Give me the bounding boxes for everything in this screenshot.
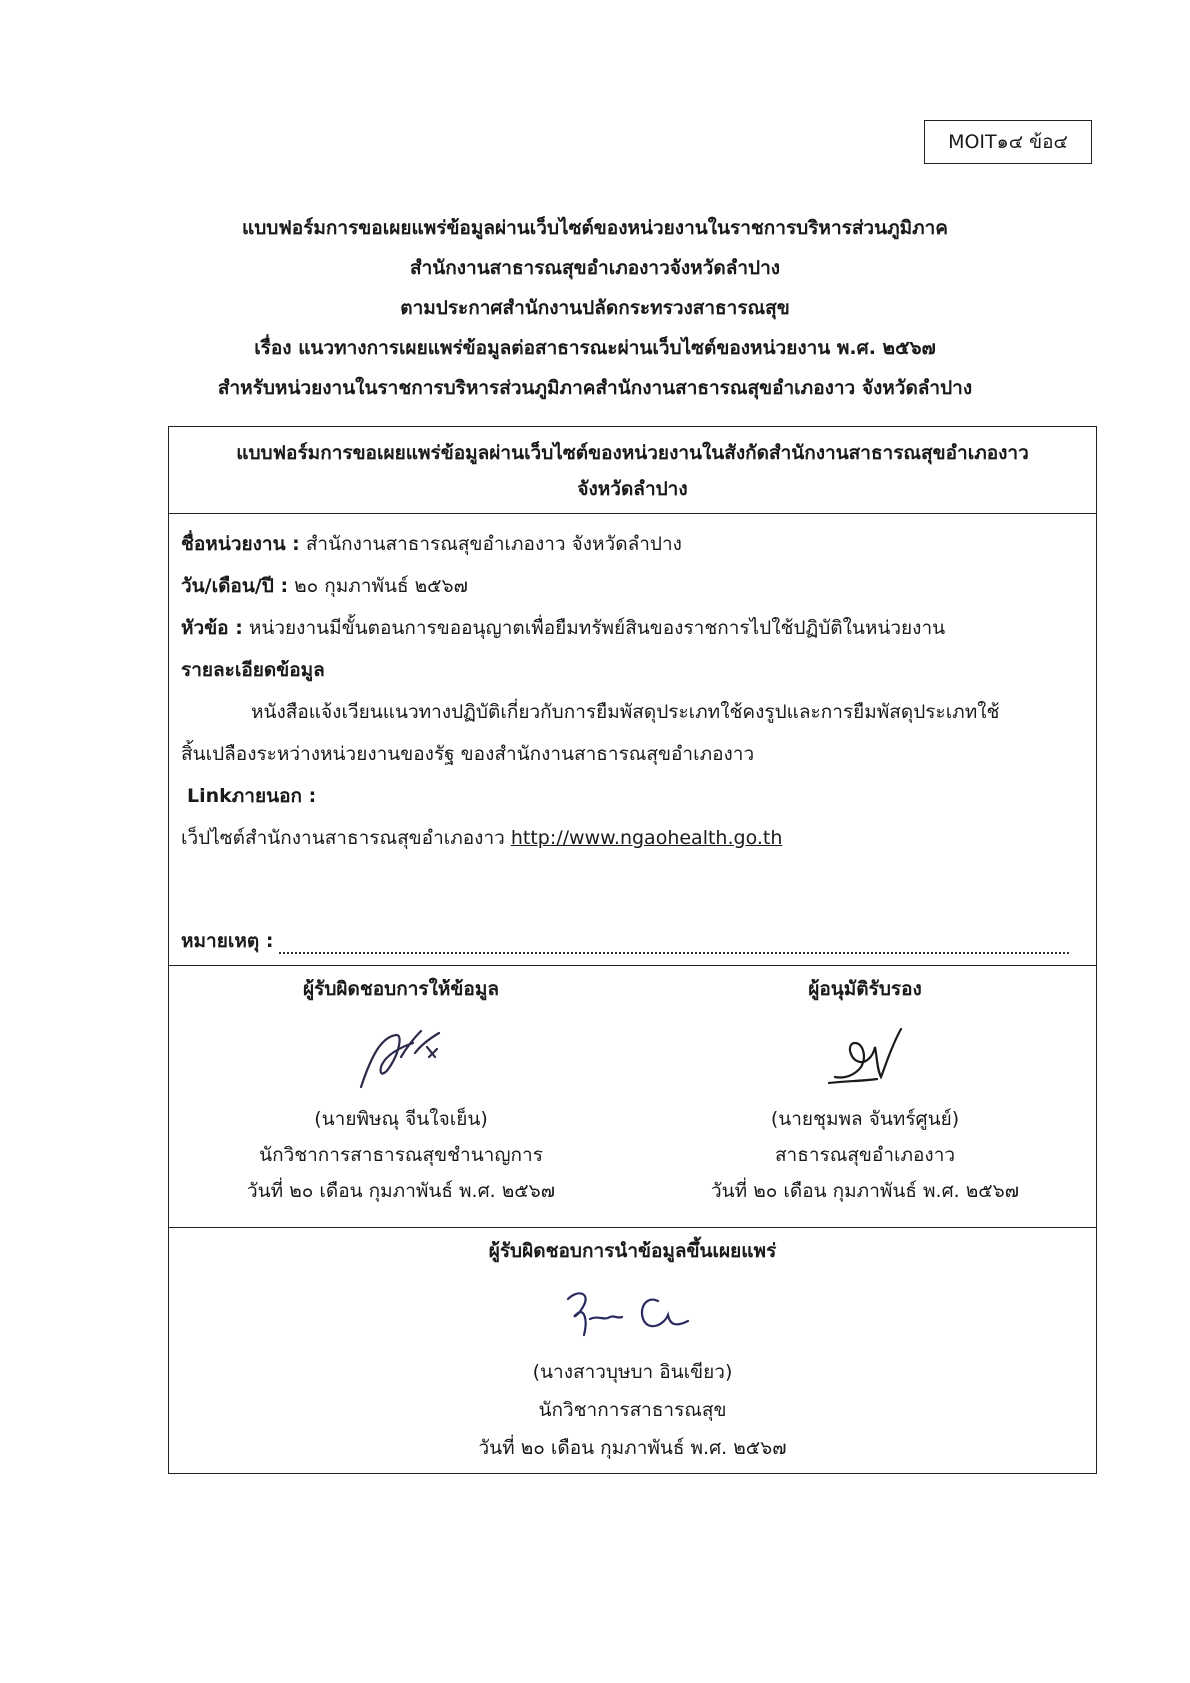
approver-signature-block (633, 965, 1097, 1209)
form-title-section (169, 427, 1096, 514)
agency-row (181, 523, 1084, 565)
publication-form (168, 426, 1097, 1474)
provider-signature-block (169, 965, 633, 1209)
publisher-signature-block (169, 1231, 1096, 1467)
approver-date: วันที่ ๒๐ เดือน กุมภาพันธ์ พ.ศ. ๒๕๖๗ (711, 1180, 1019, 1202)
note-dotted-line (279, 930, 1069, 954)
approver-signature-icon (805, 1017, 925, 1097)
heading-line-3: ตามประกาศสำนักงานปลัดกระทรวงสาธารณสุข (400, 297, 790, 319)
form-title-line-1: แบบฟอร์มการขอเผยแพร่ข้อมูลผ่านเว็บไซต์ของหน่วยงานในสังกัดสำนักงานสาธารณสุขอำเภองาว (236, 442, 1029, 464)
provider-title: ผู้รับผิดชอบการให้ข้อมูล (303, 978, 499, 1000)
website-link[interactable]: http://www.ngaohealth.go.th (510, 827, 783, 849)
website-text: เว็ปไซต์สำนักงานสาธารณสุขอำเภองาว (181, 827, 511, 849)
form-code-box (924, 120, 1092, 164)
provider-name: (นายพิษณุ จีนใจเย็น) (314, 1108, 488, 1130)
document-heading (150, 208, 1040, 408)
details-line-1: หนังสือแจ้งเวียนแนวทางปฏิบัติเกี่ยวกับการยืมพัสดุประเภทใช้คงรูปและการยืมพัสดุประเภทใช้ (251, 701, 1000, 723)
approver-position: สาธารณสุขอำเภองาว (774, 1144, 956, 1166)
date-row (181, 565, 1084, 607)
note-label: หมายเหตุ : (181, 930, 274, 952)
publisher-signature-icon (548, 1279, 718, 1349)
form-title-line-2: จังหวัดลำปาง (577, 478, 688, 500)
agency-value: สำนักงานสาธารณสุขอำเภองาว จังหวัดลำปาง (299, 533, 682, 555)
publisher-date: วันที่ ๒๐ เดือน กุมภาพันธ์ พ.ศ. ๒๕๖๗ (478, 1437, 787, 1459)
heading-line-2: สำนักงานสาธารณสุขอำเภองาวจังหวัดลำปาง (409, 257, 781, 279)
provider-position: นักวิชาการสาธารณสุขชำนาญการ (259, 1144, 543, 1166)
approver-name: (นายชุมพล จันทร์ศูนย์) (770, 1108, 960, 1130)
approver-title: ผู้อนุมัติรับรอง (808, 978, 922, 1000)
publisher-position: นักวิชาการสาธารณสุข (538, 1399, 727, 1421)
heading-line-1: แบบฟอร์มการขอเผยแพร่ข้อมูลผ่านเว็บไซต์ของหน่วยงานในราชการบริหารส่วนภูมิภาค (241, 217, 949, 239)
topic-label: หัวข้อ : (181, 617, 243, 639)
provider-signature-icon (341, 1017, 461, 1097)
form-code: MOIT๑๔ ข้อ๔ (948, 131, 1068, 153)
website-row (181, 817, 1084, 859)
date-label: วัน/เดือน/ปี : (181, 575, 289, 597)
heading-line-4: เรื่อง แนวทางการเผยแพร่ข้อมูลต่อสาธารณะผ่านเว็บไซต์ของหน่วยงาน พ.ศ. ๒๕๖๗ (254, 337, 936, 359)
agency-label: ชื่อหน่วยงาน : (181, 533, 300, 555)
provider-date: วันที่ ๒๐ เดือน กุมภาพันธ์ พ.ศ. ๒๕๖๗ (247, 1180, 555, 1202)
topic-value: หน่วยงานมีขั้นตอนการขออนุญาตเพื่อยืมทรัพย์สินของราชการไปใช้ปฏิบัติในหน่วยงาน (242, 617, 946, 639)
publisher-name: (นางสาวบุษบา อินเขียว) (532, 1361, 733, 1383)
details-label: รายละเอียดข้อมูล (181, 659, 325, 681)
publisher-title: ผู้รับผิดชอบการนำข้อมูลขึ้นเผยแพร่ (488, 1240, 777, 1262)
publisher-section (169, 1227, 1096, 1473)
link-label: Linkภายนอก : (187, 785, 317, 807)
form-details-section (169, 513, 1096, 966)
heading-line-5: สำหรับหน่วยงานในราชการบริหารส่วนภูมิภาคสำนักงานสาธารณสุขอำเภองาว จังหวัดลำปาง (217, 377, 973, 399)
date-value: ๒๐ กุมภาพันธ์ ๒๕๖๗ (288, 575, 468, 597)
signatures-section (169, 965, 1096, 1228)
details-line-2: สิ้นเปลืองระหว่างหน่วยงานของรัฐ ของสำนักงานสาธารณสุขอำเภองาว (181, 743, 755, 765)
topic-row (181, 607, 1084, 649)
note-row (181, 921, 1084, 961)
